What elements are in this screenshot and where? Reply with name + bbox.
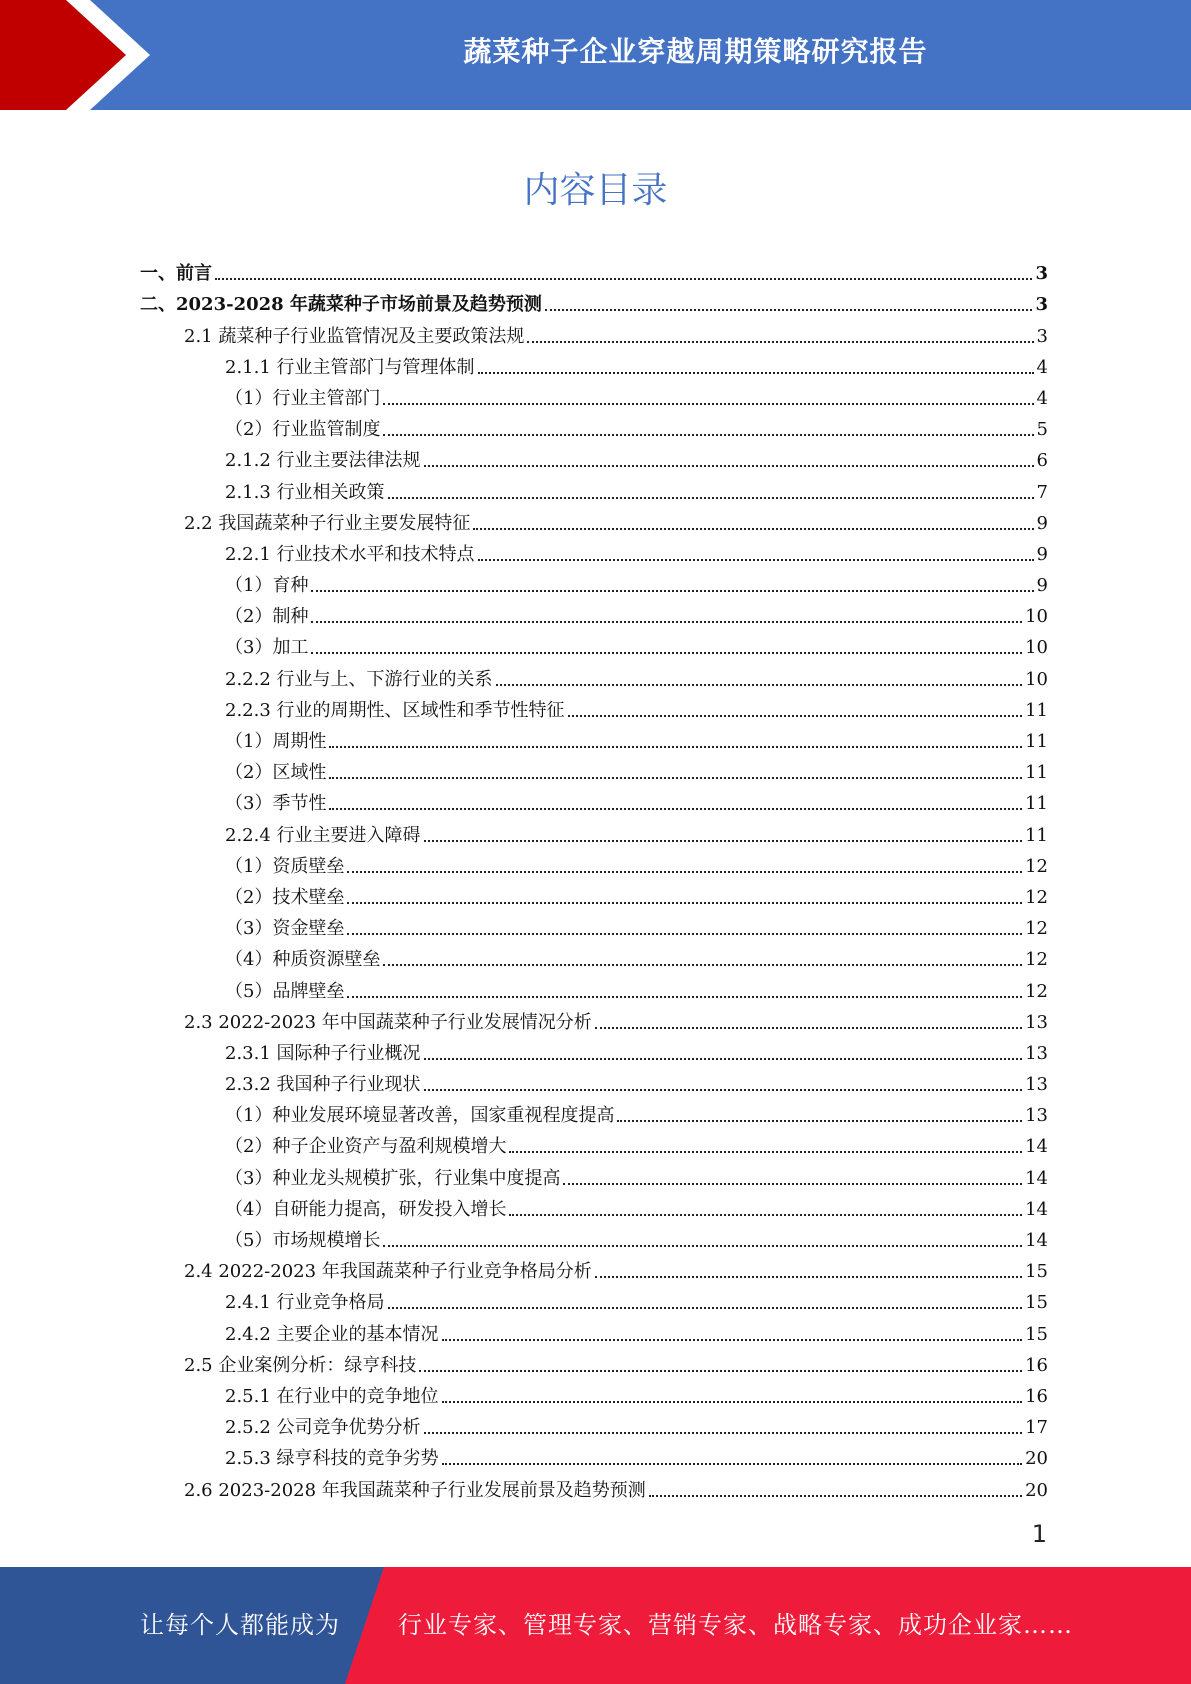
toc-entry[interactable] (140, 379, 1048, 410)
toc-dot-leader (215, 278, 1032, 280)
toc-entry-label: 2.3.1 国际种子行业概况 (225, 1042, 421, 1064)
toc-entry[interactable] (140, 1158, 1048, 1189)
toc-entry-label: 二、2023-2028 年蔬菜种子市场前景及趋势预测 (140, 294, 542, 316)
toc-entry[interactable] (140, 1096, 1048, 1127)
toc-entry[interactable] (140, 722, 1048, 753)
toc-entry-label: （4）种质资源壁垒 (225, 949, 381, 971)
toc-dot-leader (442, 1463, 1023, 1465)
toc-dot-leader (329, 746, 1022, 748)
toc-entry-page: 15 (1025, 1323, 1048, 1345)
toc-entry[interactable] (140, 1003, 1048, 1034)
toc-entry-label: （1）种业发展环境显著改善，国家重视程度提高 (225, 1105, 615, 1127)
toc-entry-page: 17 (1025, 1417, 1048, 1439)
toc-entry-label: 2.1 蔬菜种子行业监管情况及主要政策法规 (184, 325, 525, 347)
toc-entry-page: 10 (1025, 668, 1048, 690)
toc-dot-leader (424, 1058, 1023, 1060)
toc-entry-page: 14 (1025, 1198, 1048, 1220)
toc-entry-label: （2）制种 (225, 606, 309, 628)
toc-entry-label: 2.4.1 行业竞争格局 (225, 1292, 385, 1314)
toc-dot-leader (329, 777, 1022, 779)
toc-dot-leader (424, 840, 1023, 842)
toc-entry[interactable] (140, 1346, 1048, 1377)
toc-entry-label: 2.5.1 在行业中的竞争地位 (225, 1385, 439, 1407)
toc-entry[interactable] (140, 1314, 1048, 1345)
toc-dot-leader (527, 341, 1033, 343)
toc-dot-leader (424, 465, 1034, 467)
toc-entry-page: 5 (1036, 419, 1048, 441)
toc-entry[interactable] (140, 1408, 1048, 1439)
toc-entry-page: 14 (1025, 1167, 1048, 1189)
toc-entry-page: 7 (1036, 481, 1048, 503)
toc-entry[interactable] (140, 1127, 1048, 1158)
toc-entry[interactable] (140, 348, 1048, 379)
toc-entry-page: 9 (1036, 575, 1048, 597)
toc-entry-label: 一、前言 (140, 263, 212, 285)
toc-entry-page: 13 (1025, 1011, 1048, 1033)
toc-entry-page: 16 (1025, 1354, 1048, 1376)
toc-entry-page: 15 (1025, 1261, 1048, 1283)
toc-dot-leader (347, 996, 1022, 998)
toc-entry-page: 3 (1036, 325, 1048, 347)
toc-entry-page: 9 (1036, 512, 1048, 534)
toc-dot-leader (311, 652, 1022, 654)
toc-entry-label: 2.4 2022-2023 年我国蔬菜种子行业竞争格局分析 (184, 1261, 592, 1283)
toc-entry[interactable] (140, 597, 1048, 628)
toc-dot-leader (473, 528, 1033, 530)
toc-entry-page: 12 (1025, 886, 1048, 908)
toc-entry[interactable] (140, 1252, 1048, 1283)
toc-entry[interactable] (140, 504, 1048, 535)
toc-entry[interactable] (140, 1190, 1048, 1221)
toc-entry-page: 11 (1025, 699, 1048, 721)
toc-dot-leader (347, 933, 1022, 935)
toc-entry-page: 11 (1025, 793, 1048, 815)
toc-entry-page: 3 (1035, 294, 1048, 316)
toc-dot-leader (478, 559, 1034, 561)
toc-entry-label: 2.5.2 公司竞争优势分析 (225, 1417, 421, 1439)
toc-entry[interactable] (140, 535, 1048, 566)
toc-entry-label: 2.1.1 行业主管部门与管理体制 (225, 356, 475, 378)
toc-entry[interactable] (140, 1221, 1048, 1252)
toc-entry-label: 2.1.2 行业主要法律法规 (225, 450, 421, 472)
toc-entry[interactable] (140, 566, 1048, 597)
toc-dot-leader (509, 1151, 1022, 1153)
toc-entry-label: 2.4.2 主要企业的基本情况 (225, 1323, 439, 1345)
toc-entry-label: 2.2.2 行业与上、下游行业的关系 (225, 668, 493, 690)
toc-entry-page: 13 (1025, 1074, 1048, 1096)
footer-slogan-right: 行业专家、管理专家、营销专家、战略专家、成功企业家…… (398, 1611, 1073, 1639)
toc-entry-page: 10 (1025, 637, 1048, 659)
toc-entry-label: （1）周期性 (225, 731, 327, 752)
toc-entry[interactable] (140, 472, 1048, 503)
toc-dot-leader (442, 1339, 1023, 1341)
toc-entry-label: （4）自研能力提高，研发投入增长 (225, 1198, 507, 1220)
toc-entry-label: 2.6 2023-2028 年我国蔬菜种子行业发展前景及趋势预测 (184, 1479, 646, 1501)
toc-entry-page: 13 (1025, 1105, 1048, 1127)
toc-entry[interactable] (140, 878, 1048, 909)
toc-entry-page: 15 (1025, 1292, 1048, 1314)
toc-dot-leader (383, 434, 1033, 436)
toc-entry[interactable] (140, 753, 1048, 784)
toc-dot-leader (568, 715, 1023, 717)
toc-entry-label: （5）市场规模增长 (225, 1230, 381, 1251)
toc-entry-label: 2.1.3 行业相关政策 (225, 481, 385, 503)
toc-dot-leader (563, 1183, 1022, 1185)
toc-entry-page: 16 (1025, 1385, 1048, 1407)
toc-entry-label: （3）种业龙头规模扩张，行业集中度提高 (225, 1167, 561, 1189)
toc-dot-leader (509, 1214, 1022, 1216)
toc-dot-leader (442, 1401, 1023, 1403)
toc-dot-leader (311, 590, 1033, 592)
toc-entry-label: 2.3.2 我国种子行业现状 (225, 1074, 421, 1096)
toc-entry-label: 2.2.3 行业的周期性、区域性和季节性特征 (225, 699, 565, 721)
toc-entry-label: 2.2.4 行业主要进入障碍 (225, 824, 421, 846)
toc-entry[interactable] (140, 1439, 1048, 1470)
toc-entry-label: （3）加工 (225, 637, 309, 659)
toc-entry-label: （2）种子企业资产与盈利规模增大 (225, 1136, 507, 1158)
toc-dot-leader (383, 1245, 1022, 1247)
toc-entry-label: （5）品牌壁垒 (225, 980, 345, 1002)
toc-entry-label: 2.3 2022-2023 年中国蔬菜种子行业发展情况分析 (184, 1011, 592, 1033)
toc-entry-label: （1）行业主管部门 (225, 387, 381, 409)
toc-dot-leader (617, 1120, 1022, 1122)
toc-entry[interactable] (140, 940, 1048, 971)
toc-dot-leader (329, 808, 1022, 810)
toc-dot-leader (383, 403, 1033, 405)
toc-entry-label: （2）区域性 (225, 762, 327, 784)
toc-entry-label: （2）行业监管制度 (225, 419, 381, 441)
report-title: 蔬菜种子企业穿越周期策略研究报告 (463, 35, 928, 68)
toc-dot-leader (347, 871, 1022, 873)
toc-entry-page: 10 (1025, 606, 1048, 628)
footer-band (0, 1567, 1191, 1684)
toc-entry-label: 2.5.3 绿亨科技的竞争劣势 (225, 1448, 439, 1470)
toc-entry-page: 4 (1036, 356, 1048, 378)
toc-dot-leader (595, 1027, 1022, 1029)
toc-entry-page: 14 (1025, 1230, 1048, 1251)
toc-entry-label: 2.2 我国蔬菜种子行业主要发展特征 (184, 512, 471, 534)
toc-entry[interactable] (140, 784, 1048, 815)
toc-dot-leader (311, 621, 1022, 623)
toc-dot-leader (545, 309, 1033, 311)
page-number: 1 (1031, 1520, 1047, 1548)
toc-entry[interactable] (140, 254, 1048, 285)
toc-entry[interactable] (140, 971, 1048, 1002)
toc-dot-leader (347, 902, 1022, 904)
toc-dot-leader (496, 684, 1023, 686)
toc-entry-page: 12 (1025, 918, 1048, 940)
toc-entry[interactable] (140, 909, 1048, 940)
toc-entry[interactable] (140, 815, 1048, 846)
toc-dot-leader (478, 372, 1034, 374)
toc-entry-page: 13 (1025, 1042, 1048, 1064)
toc-entry-page: 12 (1025, 980, 1048, 1002)
toc-entry-label: 2.2.1 行业技术水平和技术特点 (225, 543, 475, 565)
toc-dot-leader (419, 1370, 1022, 1372)
toc-entry[interactable] (140, 659, 1048, 690)
footer-slogan-left: 让每个人都能成为 (140, 1611, 340, 1639)
toc-entry-page: 12 (1025, 949, 1048, 971)
toc-entry[interactable] (140, 316, 1048, 347)
toc-entry[interactable] (140, 1470, 1048, 1501)
toc-entry[interactable] (140, 691, 1048, 722)
chevron-arrow-icon (0, 0, 160, 110)
toc-entry[interactable] (140, 441, 1048, 472)
toc-entry[interactable] (140, 285, 1048, 316)
toc-entry[interactable] (140, 1377, 1048, 1408)
toc-heading: 内容目录 (523, 170, 668, 211)
toc-entry-page: 11 (1025, 731, 1048, 752)
toc-dot-leader (424, 1089, 1023, 1091)
toc-entry-label: （3）季节性 (225, 793, 327, 815)
toc-dot-leader (424, 1432, 1023, 1434)
toc-entry-label: （2）技术壁垒 (225, 886, 345, 908)
toc-entry-page: 11 (1025, 762, 1048, 784)
toc-entry[interactable] (140, 410, 1048, 441)
toc-entry-label: 2.5 企业案例分析：绿亨科技 (184, 1354, 417, 1376)
toc-dot-leader (595, 1276, 1022, 1278)
toc-dot-leader (383, 964, 1022, 966)
toc-entry-page: 12 (1025, 855, 1048, 877)
toc-entry-label: （1）资质壁垒 (225, 855, 345, 877)
toc-entry-page: 20 (1025, 1479, 1048, 1501)
toc-entry-label: （3）资金壁垒 (225, 918, 345, 940)
toc-entry[interactable] (140, 1034, 1048, 1065)
report-header-band (0, 0, 1191, 110)
toc-entry-page: 4 (1036, 387, 1048, 409)
toc-dot-leader (388, 1307, 1023, 1309)
toc-entry[interactable] (140, 847, 1048, 878)
toc-entry[interactable] (140, 1065, 1048, 1096)
toc-entry-label: （1）育种 (225, 575, 309, 597)
toc-entry[interactable] (140, 628, 1048, 659)
table-of-contents (140, 254, 1048, 1502)
toc-entry-page: 14 (1025, 1136, 1048, 1158)
toc-dot-leader (388, 497, 1034, 499)
toc-entry-page: 20 (1025, 1448, 1048, 1470)
toc-dot-leader (649, 1495, 1022, 1497)
toc-entry-page: 11 (1025, 824, 1048, 846)
toc-entry-page: 3 (1035, 263, 1048, 285)
toc-entry-page: 6 (1036, 450, 1048, 472)
toc-entry-page: 9 (1036, 543, 1048, 565)
toc-entry[interactable] (140, 1283, 1048, 1314)
